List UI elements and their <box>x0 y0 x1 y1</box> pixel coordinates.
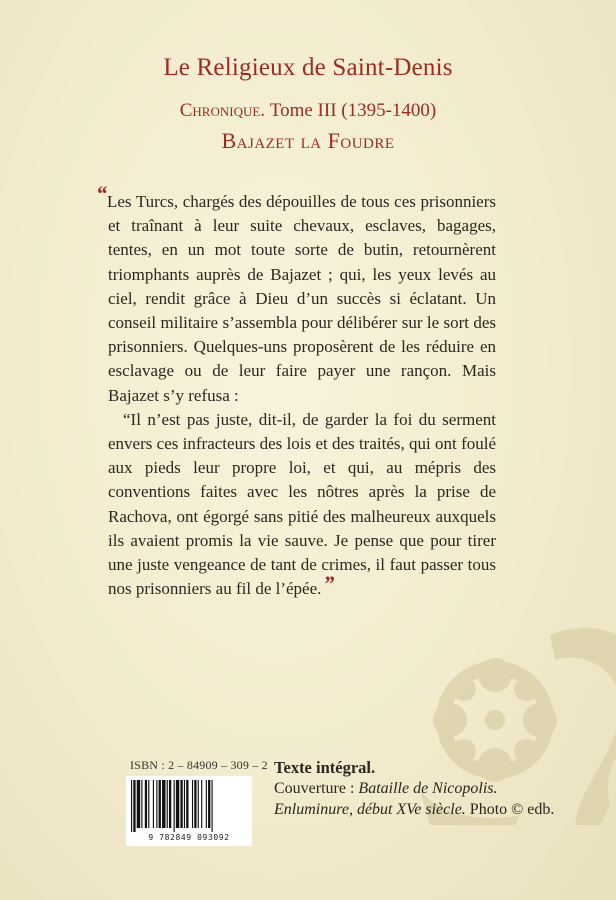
subtitle-prefix: Chronique. <box>179 100 270 121</box>
book-subtitle-2: Bajazet la Foudre <box>221 128 395 153</box>
book-title: Le Religieux de Saint-Denis <box>163 54 453 81</box>
barcode-bar <box>137 780 140 828</box>
barcode-bar <box>145 780 147 828</box>
open-quote-mark: “ <box>96 181 107 206</box>
barcode-bar <box>167 780 168 828</box>
paragraph-1-text: Les Turcs, chargés des dépouilles de tous ces prisonniers et traînant à leur suite chevaux, esclaves, bagages, tentes, en un mot toute sorte de butin, retournèrent triomphants auprès de Bajazet ; qui, les yeux levés au ciel, rendit grâce à Dieu d’un succès si éclatant. Un conseil militaire s’assembla pour délibérer sur le sort des prisonniers. Quelques-uns proposèrent de les réduire en esclavage ou de leur faire payer une rançon. Mais Bajazet s’y refusa : <box>107 192 496 405</box>
illumination-credit: Enluminure, début XVe siècle. <box>274 801 466 818</box>
photo-credit: Photo © edb. <box>465 801 555 818</box>
barcode-bar <box>212 780 213 832</box>
close-quote-mark: ” <box>323 571 335 597</box>
barcode-bar <box>194 780 196 828</box>
barcode-bar <box>153 780 154 828</box>
barcode-bar <box>141 780 142 828</box>
barcode-bar <box>206 780 207 828</box>
barcode-bar <box>159 780 161 828</box>
barcode-bar <box>148 780 149 828</box>
barcode-bar <box>184 780 185 828</box>
cover-title: Bataille de Nicopolis. <box>358 780 498 797</box>
barcode-bar <box>192 780 193 828</box>
integral-text-label: Texte intégral. <box>274 758 376 777</box>
cover-label: Couverture : <box>274 780 359 797</box>
excerpt-paragraph-1 <box>96 181 496 408</box>
barcode-bar <box>180 780 182 828</box>
barcode-bar <box>198 780 199 828</box>
barcode-bar <box>156 780 157 828</box>
barcode-bar <box>176 780 179 828</box>
barcode-bar <box>169 780 171 828</box>
barcode-bar <box>133 780 135 832</box>
book-subtitle <box>0 100 616 122</box>
barcode-bar <box>201 780 202 828</box>
subtitle-volume: Tome III (1395-1400) <box>269 100 437 121</box>
excerpt-paragraph-2 <box>108 408 496 602</box>
barcode-bar <box>162 780 165 828</box>
paragraph-2-text: “Il n’est pas juste, dit-il, de garder la foi du serment envers ces infracteurs des lois et des traités, qui ont foulé aux pieds leur propre loi, et qui, au mépris des conventions faites avec les nôtres après la prise de Rachova, ont égorgé sans pitié des malheureux auxquels ils avaient promis la vie sauve. Je pense que pour tirer une juste vengeance de tant de crimes, il faut passer tous nos prisonniers au fil de l’épée. <box>108 409 496 599</box>
excerpt-text <box>96 181 496 601</box>
barcode-digits: 9 782849 093092 <box>148 833 230 842</box>
cover-credit <box>274 757 594 820</box>
barcode-bar <box>174 780 175 832</box>
barcode-bar <box>186 780 188 828</box>
isbn-number: ISBN : 2 – 84909 – 309 – 2 <box>130 758 268 772</box>
barcode-bar <box>131 780 132 832</box>
barcode-bar <box>208 780 210 828</box>
